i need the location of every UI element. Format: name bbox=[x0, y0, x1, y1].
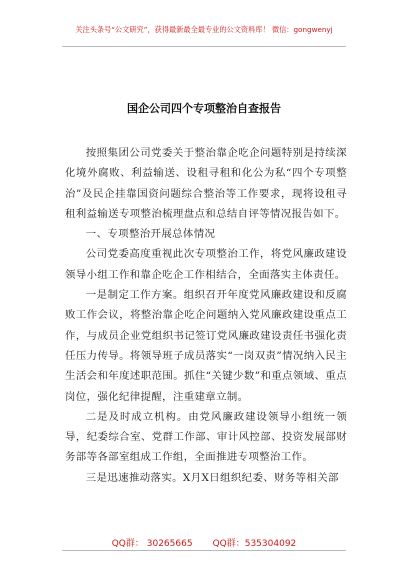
paragraph-work-plan: 一是制定工作方案。组织召开年度党风廉政建设和反腐败工作会议，将整治靠企吃企问题纳入党风廉政建设重点工作，与成员企业党组织书记签订党风廉政建设责任书强化责任压力传导。将领导班子成员落实“一岗双责”情况纳入民主生活会和年度述职范围。抓住“关键少数”和重点领域、重点岗位，强化纪律提醒，注重建章立制。 bbox=[65, 289, 347, 403]
document-title: 国企公司四个专项整治自查报告 bbox=[127, 102, 281, 115]
paragraph-implementation: 三是迅速推动落实。X月X日组织纪委、财务等相关部 bbox=[85, 471, 339, 484]
paragraph-overview: 公司党委高度重视此次专项整治工作，将党风廉政建设领导小组工作和靠企吃企工作相结合，全面落实主体责任。 bbox=[65, 248, 347, 281]
footer-qq-group-2: QQ群：535304092 bbox=[212, 539, 297, 549]
footer-qq-groups bbox=[0, 536, 408, 549]
paragraph-organization: 二是及时成立机构。由党风廉政建设领导小组统一领导，纪委综合室、党群工作部、审计风控部、投资发展部财务部等各部室组成工作组，全面推进专项整治工作。 bbox=[65, 410, 347, 464]
paragraph-intro: 按照集团公司党委关于整治靠企吃企问题特别是持续深化境外腐败、利益输送、设租寻租和化公为私“四个专项整治”及民企挂靠国资问题综合整治等工作要求，现将设租寻租利益输送专项整治梳理盘点和总结自评等情况报告如下。 bbox=[65, 147, 347, 220]
footer-divider bbox=[62, 550, 346, 551]
header-divider bbox=[62, 46, 346, 47]
header-banner: 关注头条号“公文研究”，获得最新最全最专业的公文资料库！ 微信：gongwenyj bbox=[75, 25, 333, 34]
footer-qq-group-1: QQ群： 30265665 bbox=[111, 539, 193, 549]
document-body bbox=[65, 143, 347, 488]
section-heading: 一、专项整治开展总体情况 bbox=[85, 228, 216, 241]
